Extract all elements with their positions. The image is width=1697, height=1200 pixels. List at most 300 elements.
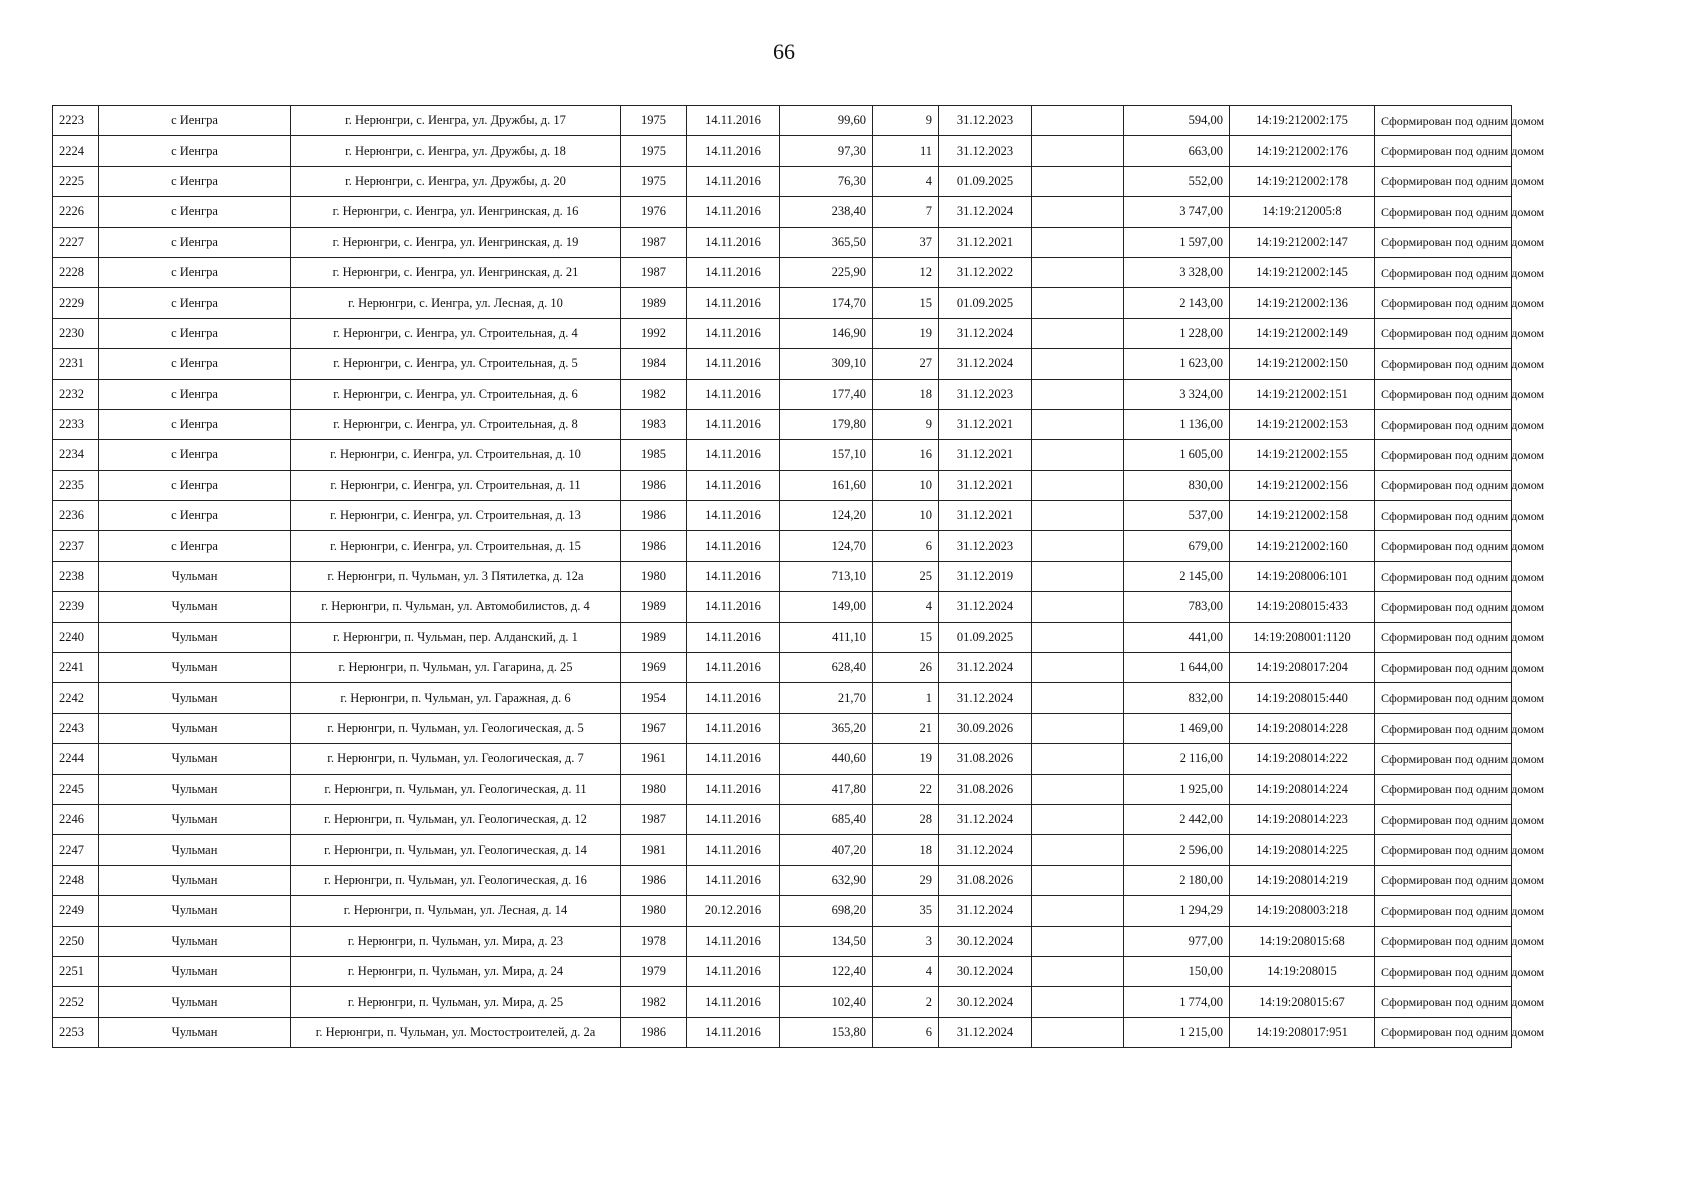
count-cell: 19 (873, 744, 939, 774)
date-cell: 20.12.2016 (687, 896, 780, 926)
count-cell: 7 (873, 197, 939, 227)
deadline-cell: 31.08.2026 (939, 744, 1032, 774)
area-cell: 153,80 (780, 1017, 873, 1047)
area-cell: 134,50 (780, 926, 873, 956)
count-cell: 4 (873, 166, 939, 196)
date-cell: 14.11.2016 (687, 257, 780, 287)
table-row (53, 257, 1512, 287)
table-body (53, 106, 1545, 1048)
cadastral-number-cell: 14:19:208015:68 (1230, 926, 1375, 956)
date-cell: 14.11.2016 (687, 865, 780, 895)
settlement-cell: Чульман (99, 987, 291, 1017)
empty-cell (1032, 349, 1124, 379)
count-cell: 16 (873, 440, 939, 470)
row-number-cell: 2243 (53, 713, 99, 743)
deadline-cell: 31.12.2021 (939, 501, 1032, 531)
table-row (53, 288, 1512, 318)
amount-cell: 2 145,00 (1124, 561, 1230, 591)
date-cell: 14.11.2016 (687, 561, 780, 591)
area-cell: 179,80 (780, 409, 873, 439)
amount-cell: 441,00 (1124, 622, 1230, 652)
date-cell: 14.11.2016 (687, 227, 780, 257)
date-cell: 14.11.2016 (687, 683, 780, 713)
count-cell: 22 (873, 774, 939, 804)
area-cell: 417,80 (780, 774, 873, 804)
count-cell: 9 (873, 409, 939, 439)
area-cell: 685,40 (780, 804, 873, 834)
settlement-cell: Чульман (99, 896, 291, 926)
area-cell: 177,40 (780, 379, 873, 409)
empty-cell (1032, 653, 1124, 683)
date-cell: 14.11.2016 (687, 409, 780, 439)
area-cell: 632,90 (780, 865, 873, 895)
row-number-cell: 2244 (53, 744, 99, 774)
empty-cell (1032, 166, 1124, 196)
address-cell: г. Нерюнгри, с. Иенгра, ул. Строительная, д. 6 (291, 379, 621, 409)
settlement-cell: с Иенгра (99, 257, 291, 287)
address-cell: г. Нерюнгри, п. Чульман, ул. Лесная, д. 14 (291, 896, 621, 926)
table-row (53, 379, 1512, 409)
status-cell: Сформирован под одним домом (1375, 257, 1512, 287)
deadline-cell: 31.08.2026 (939, 774, 1032, 804)
address-cell: г. Нерюнгри, с. Иенгра, ул. Строительная, д. 13 (291, 501, 621, 531)
settlement-cell: с Иенгра (99, 440, 291, 470)
date-cell: 14.11.2016 (687, 501, 780, 531)
amount-cell: 977,00 (1124, 926, 1230, 956)
cadastral-number-cell: 14:19:208017:951 (1230, 1017, 1375, 1047)
deadline-cell: 31.12.2024 (939, 653, 1032, 683)
cadastral-number-cell: 14:19:208014:219 (1230, 865, 1375, 895)
settlement-cell: с Иенгра (99, 409, 291, 439)
cadastral-number-cell: 14:19:212002:178 (1230, 166, 1375, 196)
status-cell: Сформирован под одним домом (1375, 804, 1512, 834)
empty-cell (1032, 774, 1124, 804)
table-row (53, 409, 1512, 439)
status-cell: Сформирован под одним домом (1375, 349, 1512, 379)
status-cell: Сформирован под одним домом (1375, 531, 1512, 561)
status-cell: Сформирован под одним домом (1375, 136, 1512, 166)
cadastral-number-cell: 14:19:212002:150 (1230, 349, 1375, 379)
count-cell: 26 (873, 653, 939, 683)
date-cell: 14.11.2016 (687, 835, 780, 865)
table-row (53, 622, 1512, 652)
address-cell: г. Нерюнгри, с. Иенгра, ул. Иенгринская, д. 19 (291, 227, 621, 257)
build-year-cell: 1986 (621, 470, 687, 500)
deadline-cell: 31.12.2024 (939, 1017, 1032, 1047)
empty-cell (1032, 622, 1124, 652)
table-row (53, 744, 1512, 774)
amount-cell: 1 644,00 (1124, 653, 1230, 683)
empty-cell (1032, 501, 1124, 531)
row-number-cell: 2224 (53, 136, 99, 166)
table-row (53, 318, 1512, 348)
build-year-cell: 1980 (621, 774, 687, 804)
empty-cell (1032, 470, 1124, 500)
deadline-cell: 31.12.2023 (939, 379, 1032, 409)
deadline-cell: 30.12.2024 (939, 956, 1032, 986)
empty-cell (1032, 197, 1124, 227)
empty-cell (1032, 1017, 1124, 1047)
empty-cell (1032, 835, 1124, 865)
row-number-cell: 2226 (53, 197, 99, 227)
deadline-cell: 01.09.2025 (939, 622, 1032, 652)
area-cell: 174,70 (780, 288, 873, 318)
page-number: 66 (773, 39, 795, 64)
status-cell: Сформирован под одним домом (1375, 622, 1512, 652)
row-number-cell: 2252 (53, 987, 99, 1017)
status-cell: Сформирован под одним домом (1375, 106, 1512, 136)
deadline-cell: 01.09.2025 (939, 288, 1032, 318)
build-year-cell: 1982 (621, 987, 687, 1017)
build-year-cell: 1978 (621, 926, 687, 956)
cadastral-number-cell: 14:19:212002:160 (1230, 531, 1375, 561)
address-cell: г. Нерюнгри, п. Чульман, ул. Геологическая, д. 12 (291, 804, 621, 834)
area-cell: 238,40 (780, 197, 873, 227)
table-row (53, 865, 1512, 895)
status-cell: Сформирован под одним домом (1375, 987, 1512, 1017)
date-cell: 14.11.2016 (687, 318, 780, 348)
count-cell: 9 (873, 106, 939, 136)
row-number-cell: 2230 (53, 318, 99, 348)
date-cell: 14.11.2016 (687, 440, 780, 470)
row-number-cell: 2235 (53, 470, 99, 500)
area-cell: 309,10 (780, 349, 873, 379)
table-row (53, 1017, 1512, 1047)
amount-cell: 1 774,00 (1124, 987, 1230, 1017)
deadline-cell: 31.12.2024 (939, 804, 1032, 834)
count-cell: 25 (873, 561, 939, 591)
build-year-cell: 1983 (621, 409, 687, 439)
status-cell: Сформирован под одним домом (1375, 409, 1512, 439)
date-cell: 14.11.2016 (687, 379, 780, 409)
address-cell: г. Нерюнгри, с. Иенгра, ул. Строительная, д. 15 (291, 531, 621, 561)
row-number-cell: 2229 (53, 288, 99, 318)
cadastral-number-cell: 14:19:212002:147 (1230, 227, 1375, 257)
empty-cell (1032, 106, 1124, 136)
settlement-cell: с Иенгра (99, 166, 291, 196)
cadastral-number-cell: 14:19:208014:224 (1230, 774, 1375, 804)
settlement-cell: с Иенгра (99, 106, 291, 136)
settlement-cell: с Иенгра (99, 531, 291, 561)
cadastral-number-cell: 14:19:212002:151 (1230, 379, 1375, 409)
settlement-cell: с Иенгра (99, 501, 291, 531)
area-cell: 76,30 (780, 166, 873, 196)
deadline-cell: 30.12.2024 (939, 926, 1032, 956)
settlement-cell: с Иенгра (99, 470, 291, 500)
count-cell: 12 (873, 257, 939, 287)
address-cell: г. Нерюнгри, п. Чульман, пер. Алданский, д. 1 (291, 622, 621, 652)
deadline-cell: 31.12.2024 (939, 592, 1032, 622)
amount-cell: 783,00 (1124, 592, 1230, 622)
date-cell: 14.11.2016 (687, 106, 780, 136)
settlement-cell: Чульман (99, 926, 291, 956)
empty-cell (1032, 531, 1124, 561)
deadline-cell: 31.12.2024 (939, 197, 1032, 227)
date-cell: 14.11.2016 (687, 1017, 780, 1047)
area-cell: 365,20 (780, 713, 873, 743)
empty-cell (1032, 744, 1124, 774)
row-number-cell: 2228 (53, 257, 99, 287)
deadline-cell: 31.12.2021 (939, 227, 1032, 257)
status-cell: Сформирован под одним домом (1375, 835, 1512, 865)
count-cell: 6 (873, 531, 939, 561)
table-row (53, 106, 1512, 136)
build-year-cell: 1981 (621, 835, 687, 865)
empty-cell (1032, 440, 1124, 470)
settlement-cell: Чульман (99, 622, 291, 652)
address-cell: г. Нерюнгри, с. Иенгра, ул. Строительная, д. 10 (291, 440, 621, 470)
count-cell: 18 (873, 835, 939, 865)
build-year-cell: 1987 (621, 227, 687, 257)
table-row (53, 592, 1512, 622)
row-number-cell: 2253 (53, 1017, 99, 1047)
count-cell: 10 (873, 501, 939, 531)
count-cell: 15 (873, 622, 939, 652)
area-cell: 124,70 (780, 531, 873, 561)
table-row (53, 896, 1512, 926)
build-year-cell: 1954 (621, 683, 687, 713)
row-number-cell: 2241 (53, 653, 99, 683)
address-cell: г. Нерюнгри, п. Чульман, ул. Геологическая, д. 14 (291, 835, 621, 865)
empty-cell (1032, 987, 1124, 1017)
date-cell: 14.11.2016 (687, 470, 780, 500)
deadline-cell: 31.12.2022 (939, 257, 1032, 287)
deadline-cell: 31.12.2021 (939, 409, 1032, 439)
area-cell: 149,00 (780, 592, 873, 622)
table-row (53, 804, 1512, 834)
status-cell: Сформирован под одним домом (1375, 227, 1512, 257)
cadastral-number-cell: 14:19:212002:156 (1230, 470, 1375, 500)
amount-cell: 1 294,29 (1124, 896, 1230, 926)
status-cell: Сформирован под одним домом (1375, 956, 1512, 986)
date-cell: 14.11.2016 (687, 136, 780, 166)
build-year-cell: 1961 (621, 744, 687, 774)
deadline-cell: 31.12.2023 (939, 136, 1032, 166)
status-cell: Сформирован под одним домом (1375, 1017, 1512, 1047)
empty-cell (1032, 713, 1124, 743)
address-cell: г. Нерюнгри, п. Чульман, ул. 3 Пятилетка, д. 12а (291, 561, 621, 591)
count-cell: 21 (873, 713, 939, 743)
build-year-cell: 1986 (621, 865, 687, 895)
build-year-cell: 1985 (621, 440, 687, 470)
count-cell: 1 (873, 683, 939, 713)
status-cell: Сформирован под одним домом (1375, 592, 1512, 622)
status-cell: Сформирован под одним домом (1375, 713, 1512, 743)
date-cell: 14.11.2016 (687, 166, 780, 196)
empty-cell (1032, 318, 1124, 348)
date-cell: 14.11.2016 (687, 987, 780, 1017)
build-year-cell: 1976 (621, 197, 687, 227)
row-number-cell: 2236 (53, 501, 99, 531)
empty-cell (1032, 227, 1124, 257)
address-cell: г. Нерюнгри, п. Чульман, ул. Геологическая, д. 11 (291, 774, 621, 804)
address-cell: г. Нерюнгри, с. Иенгра, ул. Дружбы, д. 18 (291, 136, 621, 166)
table-row (53, 166, 1512, 196)
row-number-cell: 2227 (53, 227, 99, 257)
address-cell: г. Нерюнгри, п. Чульман, ул. Мира, д. 23 (291, 926, 621, 956)
amount-cell: 832,00 (1124, 683, 1230, 713)
address-cell: г. Нерюнгри, п. Чульман, ул. Автомобилистов, д. 4 (291, 592, 621, 622)
amount-cell: 2 143,00 (1124, 288, 1230, 318)
count-cell: 6 (873, 1017, 939, 1047)
deadline-cell: 31.12.2021 (939, 470, 1032, 500)
cadastral-number-cell: 14:19:208015:67 (1230, 987, 1375, 1017)
build-year-cell: 1986 (621, 531, 687, 561)
area-cell: 365,50 (780, 227, 873, 257)
row-number-cell: 2248 (53, 865, 99, 895)
build-year-cell: 1975 (621, 136, 687, 166)
empty-cell (1032, 865, 1124, 895)
date-cell: 14.11.2016 (687, 774, 780, 804)
row-number-cell: 2240 (53, 622, 99, 652)
amount-cell: 2 442,00 (1124, 804, 1230, 834)
deadline-cell: 31.08.2026 (939, 865, 1032, 895)
row-number-cell: 2234 (53, 440, 99, 470)
date-cell: 14.11.2016 (687, 349, 780, 379)
empty-cell (1032, 561, 1124, 591)
cadastral-number-cell: 14:19:208017:204 (1230, 653, 1375, 683)
address-cell: г. Нерюнгри, с. Иенгра, ул. Дружбы, д. 17 (291, 106, 621, 136)
area-cell: 628,40 (780, 653, 873, 683)
amount-cell: 2 180,00 (1124, 865, 1230, 895)
amount-cell: 1 597,00 (1124, 227, 1230, 257)
build-year-cell: 1980 (621, 561, 687, 591)
table-row (53, 440, 1512, 470)
status-cell: Сформирован под одним домом (1375, 865, 1512, 895)
settlement-cell: Чульман (99, 653, 291, 683)
count-cell: 35 (873, 896, 939, 926)
row-number-cell: 2246 (53, 804, 99, 834)
build-year-cell: 1969 (621, 653, 687, 683)
empty-cell (1032, 409, 1124, 439)
cadastral-number-cell: 14:19:208015:433 (1230, 592, 1375, 622)
table-row (53, 653, 1512, 683)
status-cell: Сформирован под одним домом (1375, 774, 1512, 804)
table-row (53, 136, 1512, 166)
count-cell: 2 (873, 987, 939, 1017)
amount-cell: 663,00 (1124, 136, 1230, 166)
row-number-cell: 2245 (53, 774, 99, 804)
amount-cell: 1 605,00 (1124, 440, 1230, 470)
date-cell: 14.11.2016 (687, 622, 780, 652)
count-cell: 18 (873, 379, 939, 409)
settlement-cell: с Иенгра (99, 288, 291, 318)
address-cell: г. Нерюнгри, п. Чульман, ул. Гаражная, д. 6 (291, 683, 621, 713)
settlement-cell: Чульман (99, 592, 291, 622)
count-cell: 10 (873, 470, 939, 500)
amount-cell: 1 623,00 (1124, 349, 1230, 379)
date-cell: 14.11.2016 (687, 744, 780, 774)
table-row (53, 926, 1512, 956)
settlement-cell: с Иенгра (99, 197, 291, 227)
address-cell: г. Нерюнгри, с. Иенгра, ул. Иенгринская, д. 16 (291, 197, 621, 227)
count-cell: 4 (873, 956, 939, 986)
area-cell: 225,90 (780, 257, 873, 287)
row-number-cell: 2238 (53, 561, 99, 591)
cadastral-number-cell: 14:19:212002:175 (1230, 106, 1375, 136)
settlement-cell: Чульман (99, 1017, 291, 1047)
empty-cell (1032, 896, 1124, 926)
area-cell: 698,20 (780, 896, 873, 926)
settlement-cell: Чульман (99, 713, 291, 743)
row-number-cell: 2247 (53, 835, 99, 865)
row-number-cell: 2233 (53, 409, 99, 439)
deadline-cell: 31.12.2023 (939, 531, 1032, 561)
count-cell: 27 (873, 349, 939, 379)
settlement-cell: Чульман (99, 804, 291, 834)
amount-cell: 3 328,00 (1124, 257, 1230, 287)
row-number-cell: 2242 (53, 683, 99, 713)
build-year-cell: 1987 (621, 804, 687, 834)
status-cell: Сформирован под одним домом (1375, 896, 1512, 926)
area-cell: 407,20 (780, 835, 873, 865)
build-year-cell: 1967 (621, 713, 687, 743)
status-cell: Сформирован под одним домом (1375, 470, 1512, 500)
table-row (53, 227, 1512, 257)
deadline-cell: 30.09.2026 (939, 713, 1032, 743)
status-cell: Сформирован под одним домом (1375, 288, 1512, 318)
empty-cell (1032, 683, 1124, 713)
build-year-cell: 1975 (621, 106, 687, 136)
date-cell: 14.11.2016 (687, 926, 780, 956)
count-cell: 4 (873, 592, 939, 622)
deadline-cell: 31.12.2024 (939, 896, 1032, 926)
table-row (53, 501, 1512, 531)
cadastral-number-cell: 14:19:208001:1120 (1230, 622, 1375, 652)
area-cell: 440,60 (780, 744, 873, 774)
area-cell: 124,20 (780, 501, 873, 531)
status-cell: Сформирован под одним домом (1375, 318, 1512, 348)
count-cell: 28 (873, 804, 939, 834)
build-year-cell: 1980 (621, 896, 687, 926)
address-cell: г. Нерюнгри, п. Чульман, ул. Мира, д. 25 (291, 987, 621, 1017)
build-year-cell: 1987 (621, 257, 687, 287)
deadline-cell: 31.12.2024 (939, 349, 1032, 379)
count-cell: 15 (873, 288, 939, 318)
status-cell: Сформирован под одним домом (1375, 653, 1512, 683)
cadastral-number-cell: 14:19:208006:101 (1230, 561, 1375, 591)
address-cell: г. Нерюнгри, п. Чульман, ул. Мостостроителей, д. 2а (291, 1017, 621, 1047)
amount-cell: 1 925,00 (1124, 774, 1230, 804)
row-number-cell: 2231 (53, 349, 99, 379)
settlement-cell: с Иенгра (99, 379, 291, 409)
cadastral-number-cell: 14:19:208015 (1230, 956, 1375, 986)
empty-cell (1032, 592, 1124, 622)
settlement-cell: Чульман (99, 865, 291, 895)
area-cell: 102,40 (780, 987, 873, 1017)
status-cell: Сформирован под одним домом (1375, 197, 1512, 227)
table-row (53, 683, 1512, 713)
cadastral-number-cell: 14:19:212005:8 (1230, 197, 1375, 227)
table-row (53, 713, 1512, 743)
build-year-cell: 1986 (621, 501, 687, 531)
empty-cell (1032, 379, 1124, 409)
status-cell: Сформирован под одним домом (1375, 744, 1512, 774)
cadastral-number-cell: 14:19:208015:440 (1230, 683, 1375, 713)
amount-cell: 1 215,00 (1124, 1017, 1230, 1047)
address-cell: г. Нерюнгри, с. Иенгра, ул. Строительная, д. 4 (291, 318, 621, 348)
date-cell: 14.11.2016 (687, 653, 780, 683)
cadastral-number-cell: 14:19:212002:158 (1230, 501, 1375, 531)
amount-cell: 2 116,00 (1124, 744, 1230, 774)
status-cell: Сформирован под одним домом (1375, 683, 1512, 713)
area-cell: 161,60 (780, 470, 873, 500)
build-year-cell: 1992 (621, 318, 687, 348)
row-number-cell: 2237 (53, 531, 99, 561)
status-cell: Сформирован под одним домом (1375, 926, 1512, 956)
build-year-cell: 1982 (621, 379, 687, 409)
address-cell: г. Нерюнгри, п. Чульман, ул. Мира, д. 24 (291, 956, 621, 986)
